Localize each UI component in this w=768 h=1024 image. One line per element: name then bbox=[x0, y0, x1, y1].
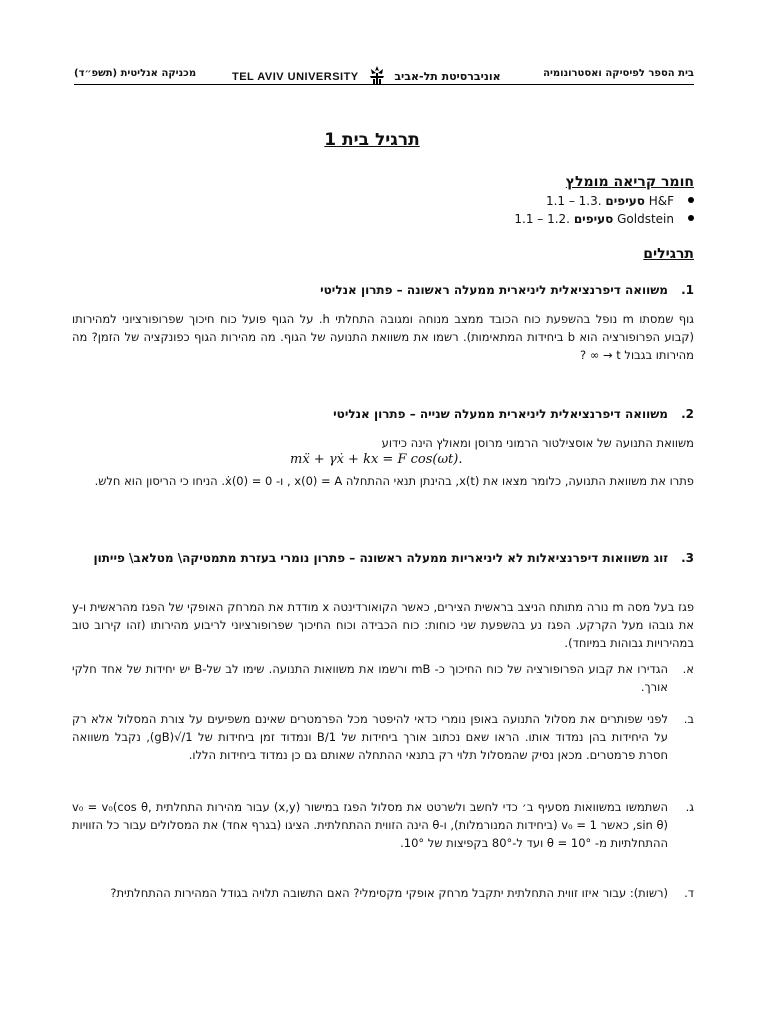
part-text: לפני שפותרים את מסלול התנועה באופן נומרי כדאי להיפטר מכל הפרמטרים שאינם משפיעים על צורת המסלול אלא רק על היחידות בהן נמדוד אותו. הראו שאם נכתוב אורך ביחידות של 1/B ונמדוד זמן ביחידות של 1/√(gB), נקבל משוואה חסרת פרמטרים. מכאן נסיק שהמסלול תלוי רק בתנאי ההתחלה שאותם גם כן נמדוד ביחידות הללו. bbox=[72, 712, 668, 762]
header-course: מכניקה אנליטית (תשפ״ד) bbox=[74, 68, 197, 79]
part-letter: ג. bbox=[685, 800, 694, 814]
q2-equation: mẍ + γẋ + kx = F cos(ωt). bbox=[290, 452, 463, 467]
q1-title: משוואה דיפרנציאלית ליניארית ממעלה ראשונה – פתרון אנליטי bbox=[320, 283, 668, 297]
q2-heading bbox=[74, 406, 694, 423]
university-name-he: אוניברסיטת תל-אביב bbox=[394, 70, 501, 83]
university-name-en: TEL AVIV UNIVERSITY bbox=[232, 71, 359, 83]
q3-part-a bbox=[72, 660, 694, 696]
q3-heading bbox=[74, 550, 694, 567]
part-text: (רשות): עבור איזו זווית התחלתית יתקבל מרחק אופקי מקסימלי? האם התשובה תלויה בגודל המהירות ההתחלתית? bbox=[110, 886, 668, 900]
q3-title: זוג משוואות דיפרנציאלות לא ליניאריות ממעלה ראשונה – פתרון נומרי בעזרת מתמטיקה\ מטלאב\ פייתון bbox=[93, 551, 668, 565]
reading-range: 1.1 – 1.3. bbox=[545, 194, 602, 208]
q3-part-c bbox=[72, 798, 694, 852]
part-letter: ד. bbox=[684, 886, 694, 900]
header-school: בית הספר לפיסיקה ואסטרונומיה bbox=[543, 68, 694, 79]
part-text: השתמשו במשוואות מסעיף ב׳ כדי לחשב ולשרטט את מסלול הפגז במישור (x,y) עבור מהירות התחלתית v₀ = v₀(cos θ, sin θ), כאשר v₀ = 1 (ביחידות המנורמלות), ו-θ הינה הזווית ההתחלתית. הציגו (בגרף אחד) את המסלולים עבור כל הזוויות ההתחלתיות מ- θ = 10° ועד ל-80° בקפיצות של 10°. bbox=[72, 800, 669, 850]
q3-part-b bbox=[72, 710, 694, 764]
bullet-icon bbox=[688, 215, 694, 221]
reading-word: סעיפים bbox=[605, 194, 645, 208]
bullet-icon bbox=[688, 197, 694, 203]
q1-heading bbox=[74, 282, 694, 299]
q3-part-d bbox=[72, 884, 694, 902]
q2-title: משוואה דיפרנציאלית ליניארית ממעלה שנייה – פתרון אנליטי bbox=[333, 407, 668, 421]
tau-logo-icon bbox=[366, 64, 388, 86]
q2-line1: משוואת התנועה של אוסצילטור הרמוני מרוסן ומאולץ הינה כידוע bbox=[381, 436, 694, 450]
part-letter: ב. bbox=[683, 712, 694, 726]
q2-number: 2. bbox=[681, 407, 694, 421]
reading-book: Goldstein bbox=[617, 212, 674, 226]
reading-range: 1.1 – 1.2. bbox=[514, 212, 570, 226]
header-university bbox=[232, 64, 501, 86]
q3-number: 3. bbox=[681, 551, 694, 565]
reading-item-1 bbox=[546, 194, 694, 208]
reading-word: סעיפים bbox=[573, 212, 614, 226]
q1-body: גוף שמסתו m נופל בהשפעת כוח הכובד ממצב מנוחה ומגובה התחלתי h. על הגוף פועל כוח חיכוך שפרופורציוני למהירותו (קבוע הפרופורציה הוא b ביחידות המתאימות). רשמו את משוואת התנועה של הגוף. מה מהירות הגוף כפונקציה של הזמן? מה מהירותו בגבול t → ∞ ? bbox=[72, 312, 694, 362]
q2-line2: פתרו את משוואת התנועה, כלומר מצאו את x(t), בהינתן תנאי ההתחלה x(0) = A , ו- ẋ(0) = 0. הניחו כי הריסון הוא חלש. bbox=[94, 474, 694, 488]
reading-book: H&F bbox=[648, 194, 674, 208]
part-text: הגדירו את קבוע הפרופורציה של כוח החיכוך כ- mB ורשמו את משוואות התנועה. שימו לב של-B יש יחידות של אחד חלקי אורך. bbox=[72, 662, 668, 694]
q3-intro: פגז בעל מסה m נורה מתותח הניצב בראשית הצירים, כאשר הקואורדינטה x מודדת את המרחק האופקי של הפגז מהראשית ו-y את גובהו מעל הקרקע. הפגז נע בהשפעת שני כוחות: כוח הכבידה וכוח החיכוך שפרופורציוני לריבוע מהירותו (זהו קירוב טוב במהירויות גבוהות במיוחד). bbox=[72, 600, 695, 650]
exercises-heading: תרגילים bbox=[643, 246, 694, 262]
reading-item-2 bbox=[514, 212, 694, 226]
page-title: תרגיל בית 1 bbox=[324, 130, 420, 150]
header-divider bbox=[74, 84, 694, 85]
reading-heading: חומר קריאה מומלץ bbox=[565, 174, 694, 190]
q1-number: 1. bbox=[681, 283, 694, 297]
part-letter: א. bbox=[682, 662, 694, 676]
page-header bbox=[74, 60, 694, 90]
